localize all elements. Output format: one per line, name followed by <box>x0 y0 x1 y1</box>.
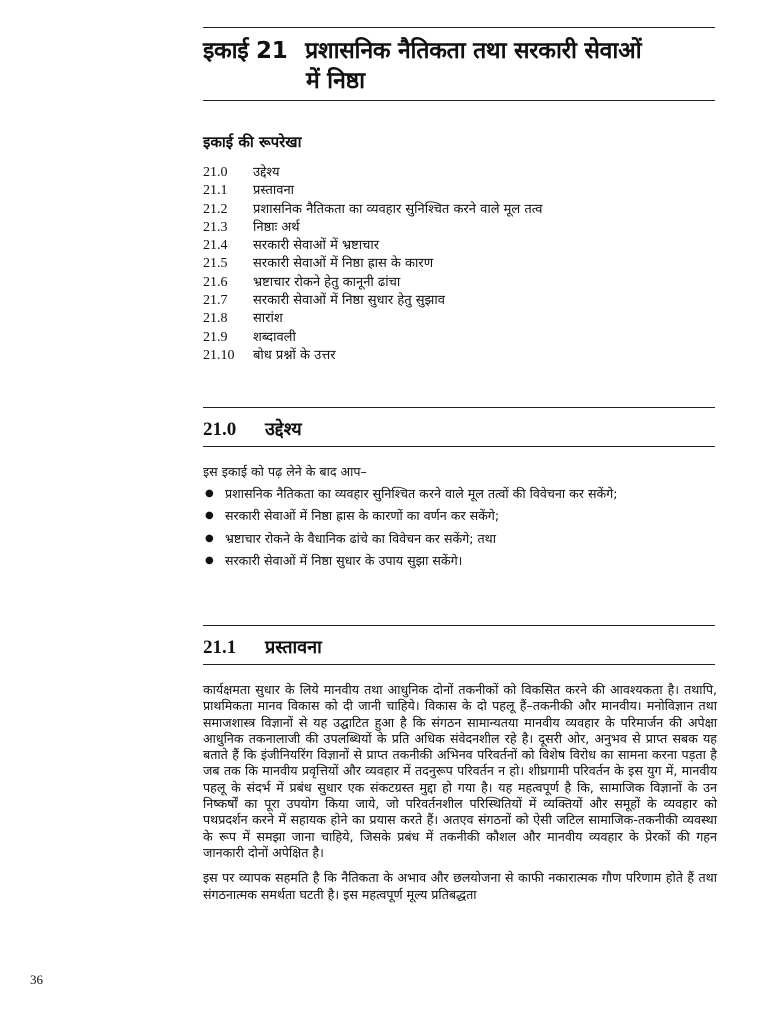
outline-item-number: 21.2 <box>203 201 228 217</box>
outline-item-text: सारांश <box>253 311 283 327</box>
section-title: उद्देश्य <box>265 419 302 440</box>
outline-item-text: शब्दावली <box>253 329 296 345</box>
outline-item <box>203 274 542 292</box>
outline-item-number: 21.10 <box>203 347 235 363</box>
page-number: 36 <box>30 972 43 987</box>
outline-item-text: निष्ठाः अर्थ <box>253 219 300 235</box>
objective-item: ● भ्रष्टाचार रोकने के वैधानिक ढांचे का विवेचन कर सकेंगे; तथा <box>203 531 717 547</box>
section-heading-objectives <box>203 417 302 441</box>
outline-item-number: 21.6 <box>203 274 228 290</box>
introduction-body <box>203 682 717 903</box>
title-underline <box>203 100 715 101</box>
outline-item <box>203 347 542 365</box>
outline-item <box>203 237 542 255</box>
outline-item-number: 21.8 <box>203 311 228 327</box>
outline-item-number: 21.5 <box>203 256 228 272</box>
section-number: 21.0 <box>203 419 237 440</box>
section-rule-bottom <box>203 664 715 665</box>
unit-title-line1: प्रशासनिक नैतिकता तथा सरकारी सेवाओं <box>305 38 642 64</box>
objectives-list <box>203 486 717 575</box>
section-heading-introduction <box>203 635 322 659</box>
objective-item: ● सरकारी सेवाओं में निष्ठा ह्रास के कारणों का वर्णन कर सकेंगे; <box>203 508 717 524</box>
outline-item-text: प्रशासनिक नैतिकता का व्यवहार सुनिश्चित करने वाले मूल तत्व <box>253 201 543 217</box>
outline-item <box>203 292 542 310</box>
outline-item-number: 21.9 <box>203 329 228 345</box>
outline-item-number: 21.1 <box>203 183 228 199</box>
outline-heading: इकाई की रूपरेखा <box>203 133 302 151</box>
objective-item: ● सरकारी सेवाओं में निष्ठा सुधार के उपाय सुझा सकेंगे। <box>203 553 717 569</box>
top-rule <box>203 27 715 28</box>
outline-item-number: 21.3 <box>203 219 228 235</box>
outline-item-number: 21.7 <box>203 293 228 309</box>
unit-label: इकाई <box>203 38 249 64</box>
outline-item-text: प्रस्तावना <box>253 183 295 199</box>
outline-list <box>203 164 542 365</box>
outline-item <box>203 310 542 328</box>
outline-item-text: सरकारी सेवाओं में भ्रष्टाचार <box>253 238 380 254</box>
paragraph: इस पर व्यापक सहमति है कि नैतिकता के अभाव और छलयोजना से काफी नकारात्मक गौण परिणाम होते हैं तथा संगठनात्मक समर्थता घटती है। इस महत्वपूर्ण मूल्य प्रतिबद्धता <box>203 870 717 902</box>
outline-item-text: सरकारी सेवाओं में निष्ठा ह्रास के कारण <box>253 256 434 272</box>
outline-item-text: भ्रष्टाचार रोकने हेतु कानूनी ढांचा <box>253 274 401 290</box>
outline-item-number: 21.4 <box>203 238 228 254</box>
section-title: प्रस्तावना <box>265 637 322 658</box>
outline-item <box>203 201 542 219</box>
paragraph: कार्यक्षमता सुधार के लिये मानवीय तथा आधुनिक दोनों तकनीकों को विकसित करने की आवश्यकता है। तथापि, प्राथमिकता मानव विकास को दी जानी चाहिये। विकास के दो पहलू हैं–तकनीकी और मानवीय। मनोविज्ञान तथा समाजशास्त्र विज्ञानों से यह उद्घाटित हुआ है कि संगठन सामान्यतया मानवीय व्यवहार के परिमार्जन की अपेक्षा आधुनिक तकनालाजी की उपलब्धियों के प्रति अधिक संवेदनशील रहे है। दूसरी ओर, अनुभव से प्राप्त सबक यह बताते हैं कि इंजीनियरिंग विज्ञानों से प्राप्त तकनीकी अभिनव परिवर्तनों को विशेष विरोध का सामना करना पड़ता है जब तक कि मानवीय प्रवृत्तियों और व्यवहार में तदनुरूप परिवर्तन न हो। शीघ्रगामी परिवर्तन के इस युग में, मानवीय पहलू के संदर्भ में प्रबंध सुधार एक संकटग्रस्त मुद्दा हो गया है। यह महत्वपूर्ण है कि, सामाजिक विज्ञानों के उन निष्कर्षों का पूरा उपयोग किया जाये, जो परिवर्तनशील परिस्थितियों में व्यक्तियों और समूहों के व्यवहार को पथप्रदर्शन करने में सहायक होने का प्रयास करते हैं। अतएव संगठनों को ऐसी जटिल सामाजिक-तकनीकी व्यवस्था के रूप में समझा जाना चाहिये, जिसके प्रबंध में तकनीकी कौशल और मानवीय व्यवहार के प्रेरकों की गहन जानकारी दोनों अपेक्षित है। <box>203 682 717 860</box>
objectives-intro: इस इकाई को पढ़ लेने के बाद आप– <box>203 464 367 479</box>
section-rule-top <box>203 625 715 626</box>
unit-number: 21 <box>256 38 288 64</box>
outline-item <box>203 255 542 273</box>
outline-item <box>203 164 542 182</box>
section-rule-bottom <box>203 446 715 447</box>
outline-item-text: सरकारी सेवाओं में निष्ठा सुधार हेतु सुझाव <box>253 293 445 309</box>
unit-title-line2: में निष्ठा <box>306 68 365 94</box>
outline-item <box>203 329 542 347</box>
objective-item: ● प्रशासनिक नैतिकता का व्यवहार सुनिश्चित करने वाले मूल तत्वों की विवेचना कर सकेंगे; <box>203 486 717 502</box>
unit-title <box>203 36 733 96</box>
outline-item <box>203 182 542 200</box>
outline-item <box>203 219 542 237</box>
section-rule-top <box>203 407 715 408</box>
outline-item-text: बोध प्रश्नों के उत्तर <box>253 347 336 363</box>
outline-item-number: 21.0 <box>203 165 228 180</box>
section-number: 21.1 <box>203 637 237 658</box>
outline-item-text: उद्देश्य <box>253 165 280 180</box>
